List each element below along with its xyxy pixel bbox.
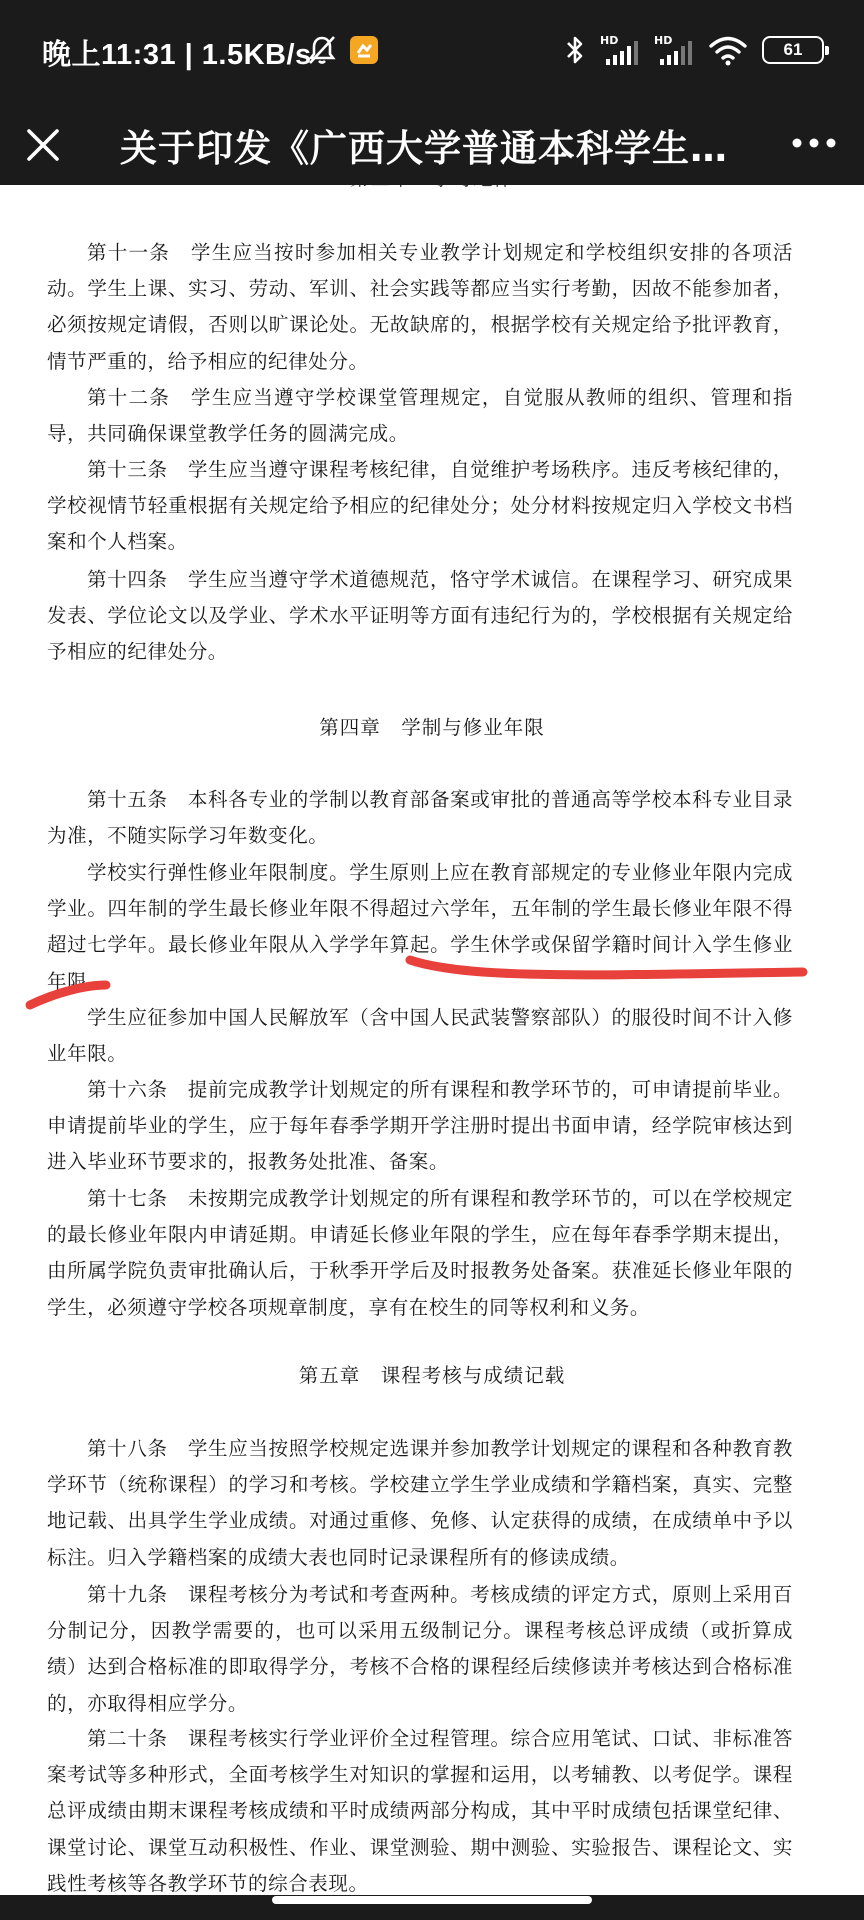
signal-icon xyxy=(600,33,640,67)
article-18: 第十八条 学生应当按照学校规定选课并参加教学计划规定的课程和各种教育教学环节（统称课程）的学习和考核。学校建立学生学业成绩和学籍档案，真实、完整地记载、出具学生学业成绩。对通过重修、免修、认定获得的成绩，在成绩单中予以标注。归入学籍档案的成绩大表也同时记录课程所有的修读成绩。 xyxy=(47,1437,793,1569)
signal-icon xyxy=(654,33,694,67)
article-13: 第十三条 学生应当遵守课程考核纪律，自觉维护考场秩序。违反考核纪律的，学校视情节轻重根据有关规定给予相应的纪律处分；处分材料按规定归入学校文书档案和个人档案。 xyxy=(47,458,793,554)
mute-bell-icon xyxy=(304,32,340,68)
app-notification-icon xyxy=(350,36,378,64)
more-dots-icon xyxy=(792,138,836,148)
chapter-5-heading: 第五章 课程考核与成绩记载 xyxy=(298,1364,566,1387)
article-19: 第十九条 课程考核分为考试和考查两种。考核成绩的评定方式，原则上采用百分制记分，因教学需要的，也可以采用五级制记分。课程考核总评成绩（或折算成绩）达到合格标准的即取得学分，考核不合格的课程经后续修读并考核达到合格标准的，亦取得相应学分。 xyxy=(47,1583,793,1715)
status-bar xyxy=(0,0,864,100)
article-14: 第十四条 学生应当遵守学术道德规范，恪守学术诚信。在课程学习、研究成果发表、学位论文以及学业、学术水平证明等方面有违纪行为的，学校根据有关规定给予相应的纪律处分。 xyxy=(47,568,793,664)
close-button[interactable] xyxy=(18,120,68,170)
chapter-4-heading: 第四章 学制与修业年限 xyxy=(319,716,545,739)
page-title: 关于印发《广西大学普通本科学生… xyxy=(120,127,728,170)
article-15-flex-years: 学校实行弹性修业年限制度。学生原则上应在教育部规定的专业修业年限内完成学业。四年制的学生最长修业年限不得超过六学年，五年制的学生最长修业年限不得超过七学年。最长修业年限从入学学年算起。学生休学或保留学籍时间计入学生修业年限。 xyxy=(47,861,793,993)
svg-text:HD: HD xyxy=(600,34,619,47)
bluetooth-icon xyxy=(564,33,586,67)
article-15: 第十五条 本科各专业的学制以教育部备案或审批的普通高等学校本科专业目录为准，不随实际学习年数变化。 xyxy=(47,788,793,848)
title-bar xyxy=(0,100,864,185)
battery-level: 61 xyxy=(783,40,803,59)
wifi-icon xyxy=(708,33,748,67)
article-20: 第二十条 课程考核实行学业评价全过程管理。综合应用笔试、口试、非标准答案考试等多种形式，全面考核学生对知识的掌握和运用，以考辅教、以考促学。课程总评成绩由期末课程考核成绩和平时成绩两部分构成，其中平时成绩包括课堂纪律、课堂讨论、课堂互动积极性、作业、课堂测验、期中测验、实验报告、课程论文、实践性考核等各教学环节的综合表现。 xyxy=(47,1727,793,1895)
article-11: 第十一条 学生应当按时参加相关专业教学计划规定和学校组织安排的各项活动。学生上课、实习、劳动、军训、社会实践等都应当实行考勤，因故不能参加者，必须按规定请假，否则以旷课论处。无故缺席的，根据学校有关规定给予批评教育，情节严重的，给予相应的纪律处分。 xyxy=(47,241,793,373)
home-indicator[interactable] xyxy=(272,1896,592,1904)
article-15-military: 学生应征参加中国人民解放军（含中国人民武装警察部队）的服役时间不计入修业年限。 xyxy=(47,1006,793,1066)
system-icons xyxy=(564,30,824,70)
article-17: 第十七条 未按期完成教学计划规定的所有课程和教学环节的，可以在学校规定的最长修业年限内申请延期。申请延长修业年限的学生，应在每年春季学期末提出，由所属学院负责审批确认后，于秋季开学后及时报教务处备案。获准延长修业年限的学生，必须遵守学校各项规章制度，享有在校生的同等权利和义务。 xyxy=(47,1187,793,1319)
article-12: 第十二条 学生应当遵守学校课堂管理规定，自觉服从教师的组织、管理和指导，共同确保课堂教学任务的圆满完成。 xyxy=(47,386,793,446)
close-icon xyxy=(26,128,60,162)
article-16: 第十六条 提前完成教学计划规定的所有课程和教学环节的，可申请提前毕业。申请提前毕业的学生，应于每年春季学期开学注册时提出书面申请，经学院审核达到进入毕业环节要求的，报教务处批准、备案。 xyxy=(47,1078,793,1174)
svg-text:HD: HD xyxy=(654,34,673,47)
status-time-speed: 晚上11:31 | 1.5KB/s xyxy=(42,39,312,71)
top-bar xyxy=(0,0,864,185)
document-content[interactable] xyxy=(0,185,864,1895)
more-options-button[interactable] xyxy=(784,118,844,168)
battery-icon xyxy=(762,36,824,64)
